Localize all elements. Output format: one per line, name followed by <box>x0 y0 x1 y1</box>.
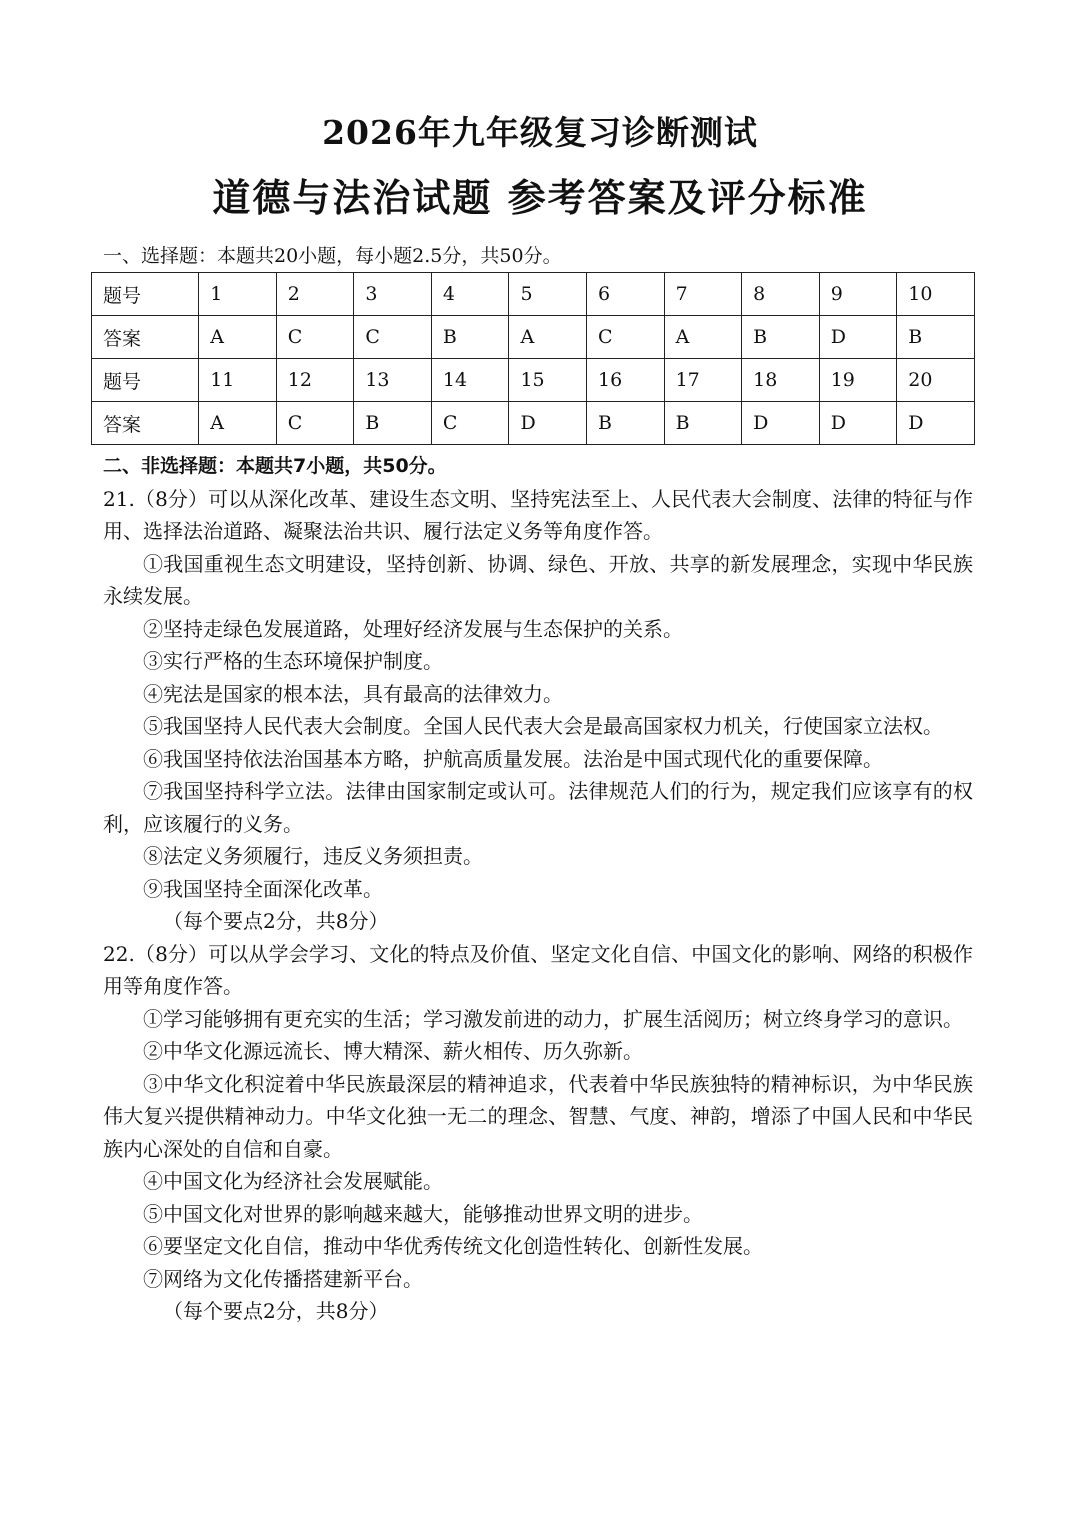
table-cell: 19 <box>819 359 897 402</box>
document-subtitle: 道德与法治试题 参考答案及评分标准 <box>212 175 868 220</box>
q22-scoring-note: （每个要点2分，共8分） <box>163 1299 389 1323</box>
table-cell: 7 <box>664 273 742 316</box>
q21-point: ①我国重视生态文明建设，坚持创新、协调、绿色、开放、共享的新发展理念，实现中华民族永续发展。 <box>103 551 973 608</box>
q21-intro: 21.（8分）可以从深化改革、建设生态文明、坚持宪法至上、人民代表大会制度、法律的特征与作用、选择法治道路、凝聚法治共识、履行法定义务等角度作答。 <box>103 486 973 543</box>
table-cell: 3 <box>354 273 432 316</box>
table-cell: 2 <box>276 273 354 316</box>
answers-body <box>103 450 973 1328</box>
table-cell: B <box>431 316 509 359</box>
q21-point: ③实行严格的生态环境保护制度。 <box>143 649 443 673</box>
table-cell: C <box>587 316 665 359</box>
table-cell: 5 <box>509 273 587 316</box>
table-cell: 10 <box>897 273 975 316</box>
q21-point: ④宪法是国家的根本法，具有最高的法律效力。 <box>143 681 563 706</box>
q22-point: ⑤中国文化对世界的影响越来越大，能够推动世界文明的进步。 <box>143 1201 703 1226</box>
table-cell: 9 <box>819 273 897 316</box>
q21-scoring-note: （每个要点2分，共8分） <box>163 909 389 933</box>
table-cell: D <box>742 402 820 445</box>
table-row <box>92 359 975 402</box>
q22-point: ③中华文化积淀着中华民族最深层的精神追求，代表着中华民族独特的精神标识，为中华民族伟大复兴提供精神动力。中华文化独一无二的理念、智慧、气度、神韵，增添了中国人民和中华民族内心深处的自信和自豪。 <box>103 1071 973 1161</box>
table-row <box>92 402 975 445</box>
q22-point: ⑥要坚定文化自信，推动中华优秀传统文化创造性转化、创新性发展。 <box>143 1234 763 1258</box>
table-cell: C <box>276 316 354 359</box>
table-cell: 20 <box>897 359 975 402</box>
table-cell: D <box>897 402 975 445</box>
table-cell: 1 <box>199 273 277 316</box>
table-cell: B <box>587 402 665 445</box>
table-cell: A <box>199 316 277 359</box>
table-cell: 16 <box>587 359 665 402</box>
table-cell: 15 <box>509 359 587 402</box>
table-cell: 18 <box>742 359 820 402</box>
section1-heading: 一、选择题：本题共20小题，每小题2.5分，共50分。 <box>103 245 562 267</box>
table-cell: B <box>897 316 975 359</box>
table-cell: 答案 <box>92 402 199 445</box>
q21-point: ②坚持走绿色发展道路，处理好经济发展与生态保护的关系。 <box>143 616 683 641</box>
table-cell: C <box>431 402 509 445</box>
answer-table <box>91 272 975 445</box>
table-cell: 12 <box>276 359 354 402</box>
q22-point: ②中华文化源远流长、博大精深、薪火相传、历久弥新。 <box>143 1039 643 1063</box>
table-cell: A <box>664 316 742 359</box>
table-cell: 题号 <box>92 359 199 402</box>
table-cell: B <box>354 402 432 445</box>
q21-point: ⑧法定义务须履行，违反义务须担责。 <box>143 844 483 868</box>
table-cell: 17 <box>664 359 742 402</box>
q21-point: ⑦我国坚持科学立法。法律由国家制定或认可。法律规范人们的行为，规定我们应该享有的权利，应该履行的义务。 <box>103 779 973 836</box>
table-cell: C <box>354 316 432 359</box>
table-cell: D <box>819 402 897 445</box>
table-cell: A <box>509 316 587 359</box>
table-cell: 题号 <box>92 273 199 316</box>
q21-point: ⑥我国坚持依法治国基本方略，护航高质量发展。法治是中国式现代化的重要保障。 <box>143 746 883 771</box>
table-cell: 11 <box>199 359 277 402</box>
table-cell: B <box>742 316 820 359</box>
table-cell: A <box>199 402 277 445</box>
q21-point: ⑤我国坚持人民代表大会制度。全国人民代表大会是最高国家权力机关，行使国家立法权。 <box>143 714 943 738</box>
table-cell: 14 <box>431 359 509 402</box>
table-row <box>92 273 975 316</box>
q22-point: ①学习能够拥有更充实的生活；学习激发前进的动力，扩展生活阅历；树立终身学习的意识。 <box>143 1006 963 1031</box>
table-cell: 6 <box>587 273 665 316</box>
table-cell: B <box>664 402 742 445</box>
table-cell: 13 <box>354 359 432 402</box>
table-cell: 8 <box>742 273 820 316</box>
q22-intro: 22.（8分）可以从学会学习、文化的特点及价值、坚定文化自信、中国文化的影响、网络的积极作用等角度作答。 <box>103 941 973 998</box>
q22-point: ④中国文化为经济社会发展赋能。 <box>143 1169 443 1193</box>
table-cell: D <box>819 316 897 359</box>
q22-point: ⑦网络为文化传播搭建新平台。 <box>143 1266 423 1291</box>
q21-point: ⑨我国坚持全面深化改革。 <box>143 876 383 901</box>
table-cell: D <box>509 402 587 445</box>
table-row <box>92 316 975 359</box>
document-title: 2026年九年级复习诊断测试 <box>322 113 758 152</box>
section2-heading: 二、非选择题：本题共7小题，共50分。 <box>103 455 447 477</box>
table-cell: 答案 <box>92 316 199 359</box>
table-cell: 4 <box>431 273 509 316</box>
table-cell: C <box>276 402 354 445</box>
